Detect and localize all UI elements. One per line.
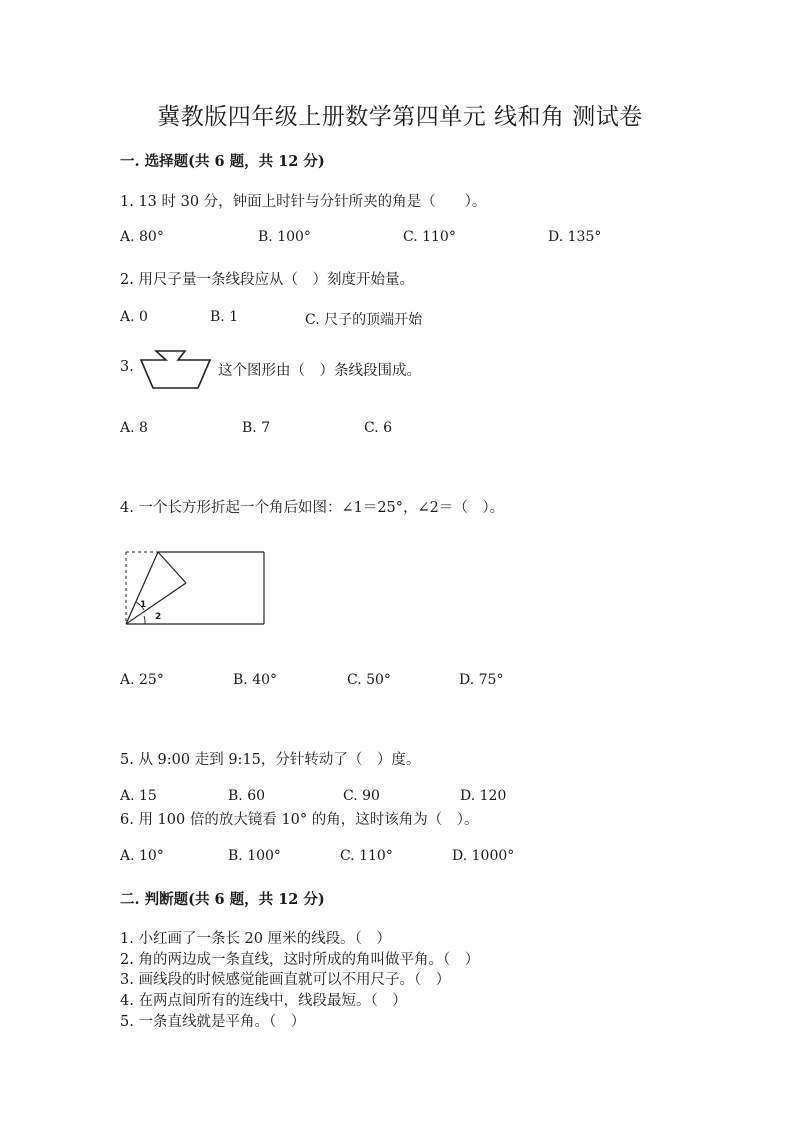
q4-option-b: B. 40° xyxy=(233,672,278,688)
judgment-item-2: 2. 角的两边成一条直线，这时所成的角叫做平角。（ ） xyxy=(120,952,480,968)
section-heading-choice: 一. 选择题(共 6 题，共 12 分) xyxy=(120,153,325,170)
angle-2-label: 2 xyxy=(155,612,162,622)
q3-option-c: C. 6 xyxy=(364,420,393,436)
q3-shape-figure xyxy=(138,348,214,390)
q1-option-d: D. 135° xyxy=(548,229,602,245)
q5-option-c: C. 90 xyxy=(343,788,380,804)
q3-option-b: B. 7 xyxy=(242,420,271,436)
question-1: 1. 13 时 30 分，钟面上时针与分针所夹的角是（ ）。 xyxy=(120,194,487,210)
page-title: 冀教版四年级上册数学第四单元 线和角 测试卷 xyxy=(157,104,643,130)
q2-option-c: C. 尺子的顶端开始 xyxy=(305,312,423,328)
judgment-item-1: 1. 小红画了一条长 20 厘米的线段。（ ） xyxy=(120,931,391,947)
q4-folded-rectangle-figure xyxy=(120,548,268,630)
q5-option-a: A. 15 xyxy=(120,788,157,804)
judgment-item-3: 3. 画线段的时候感觉能画直就可以不用尺子。（ ） xyxy=(120,972,451,988)
question-2: 2. 用尺子量一条线段应从（ ）刻度开始量。 xyxy=(120,272,414,288)
q1-option-b: B. 100° xyxy=(258,229,311,245)
q5-option-b: B. 60 xyxy=(228,788,266,804)
q6-option-c: C. 110° xyxy=(340,848,393,864)
question-4: 4. 一个长方形折起一个角后如图：∠1＝25°，∠2＝（ ）。 xyxy=(120,500,505,516)
q1-option-a: A. 80° xyxy=(120,229,164,245)
section-heading-judgment: 二. 判断题(共 6 题，共 12 分) xyxy=(120,891,325,908)
judgment-item-4: 4. 在两点间所有的连线中，线段最短。（ ） xyxy=(120,993,407,1009)
q4-option-c: C. 50° xyxy=(347,672,391,688)
q6-option-d: D. 1000° xyxy=(452,848,515,864)
q6-option-b: B. 100° xyxy=(228,848,281,864)
question-6: 6. 用 100 倍的放大镜看 10° 的角，这时该角为（ ）。 xyxy=(120,812,479,828)
q6-option-a: A. 10° xyxy=(120,848,164,864)
question-5: 5. 从 9:00 走到 9:15，分针转动了（ ）度。 xyxy=(120,752,421,768)
q3-option-a: A. 8 xyxy=(120,420,148,436)
question-3-number: 3. xyxy=(120,359,134,375)
q1-option-c: C. 110° xyxy=(403,229,456,245)
q4-option-d: D. 75° xyxy=(459,672,504,688)
question-3-text: 这个图形由（ ）条线段围成。 xyxy=(218,363,421,379)
q2-option-b: B. 1 xyxy=(210,309,239,325)
angle-1-label: 1 xyxy=(140,600,147,610)
q2-option-a: A. 0 xyxy=(120,309,148,325)
q5-option-d: D. 120 xyxy=(460,788,507,804)
judgment-item-5: 5. 一条直线就是平角。（ ） xyxy=(120,1014,306,1030)
q4-option-a: A. 25° xyxy=(120,672,164,688)
